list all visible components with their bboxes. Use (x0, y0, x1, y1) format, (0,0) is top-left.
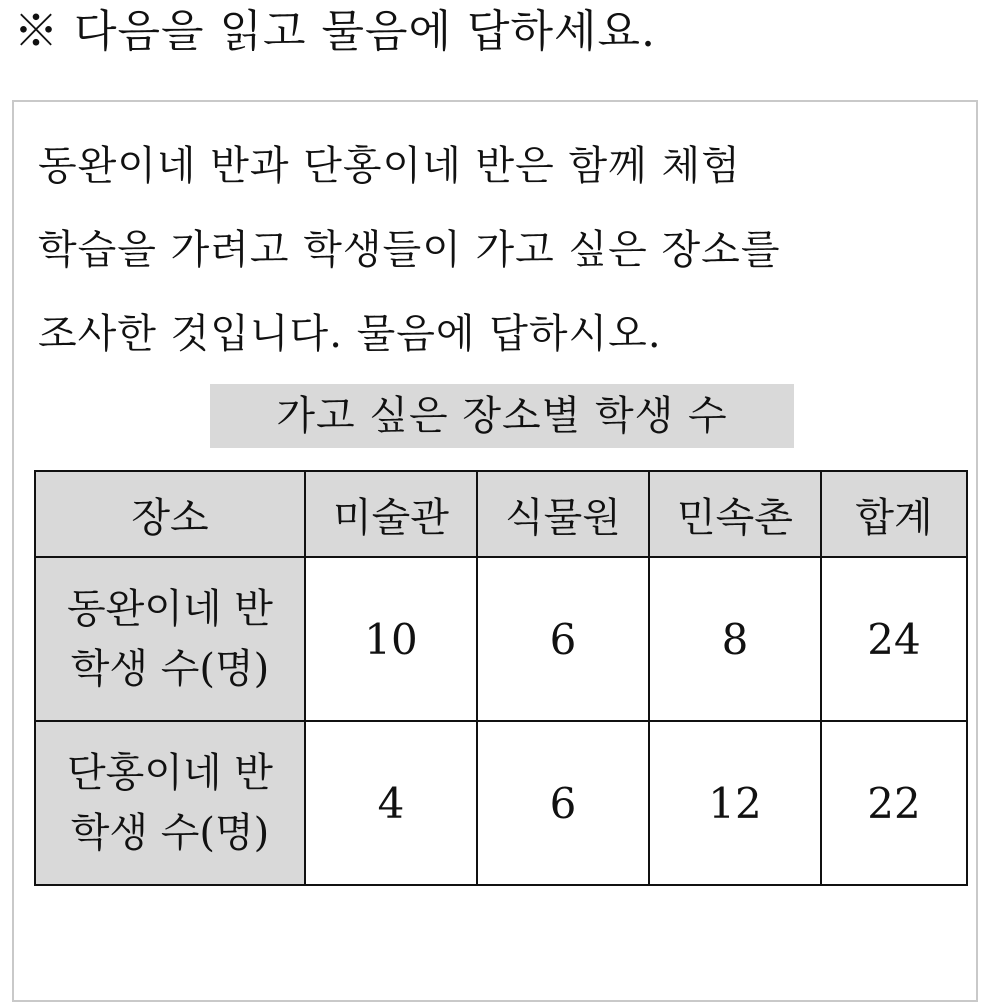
passage-line: 학습을 가려고 학생들이 가고 싶은 장소를 (38, 227, 781, 273)
header-cell: 합계 (821, 471, 967, 557)
passage (38, 124, 958, 376)
header-cell: 미술관 (305, 471, 477, 557)
table-row (35, 557, 967, 721)
value-cell: 24 (821, 557, 967, 721)
header-cell: 식물원 (477, 471, 649, 557)
header-cell: 장소 (35, 471, 305, 557)
row-header-cell (35, 557, 305, 721)
value-cell: 8 (649, 557, 821, 721)
row-header-cell (35, 721, 305, 885)
table-row (35, 721, 967, 885)
table-header-row (35, 471, 967, 557)
header-cell: 민속촌 (649, 471, 821, 557)
problem-box (12, 100, 978, 1002)
row-label-line: 학생 수(명) (70, 646, 270, 692)
value-cell: 4 (305, 721, 477, 885)
row-label-line: 동완이네 반 (67, 586, 273, 632)
value-cell: 12 (649, 721, 821, 885)
value-cell: 22 (821, 721, 967, 885)
value-cell: 10 (305, 557, 477, 721)
table-title: 가고 싶은 장소별 학생 수 (210, 384, 794, 448)
instruction-text: ※ 다음을 읽고 물음에 답하세요. (14, 6, 656, 57)
data-table (34, 470, 968, 886)
value-cell: 6 (477, 557, 649, 721)
passage-line: 조사한 것입니다. 물음에 답하시오. (38, 311, 662, 357)
row-label-line: 단홍이네 반 (67, 750, 273, 796)
row-label-line: 학생 수(명) (70, 810, 270, 856)
passage-line: 동완이네 반과 단홍이네 반은 함께 체험 (38, 143, 741, 189)
value-cell: 6 (477, 721, 649, 885)
